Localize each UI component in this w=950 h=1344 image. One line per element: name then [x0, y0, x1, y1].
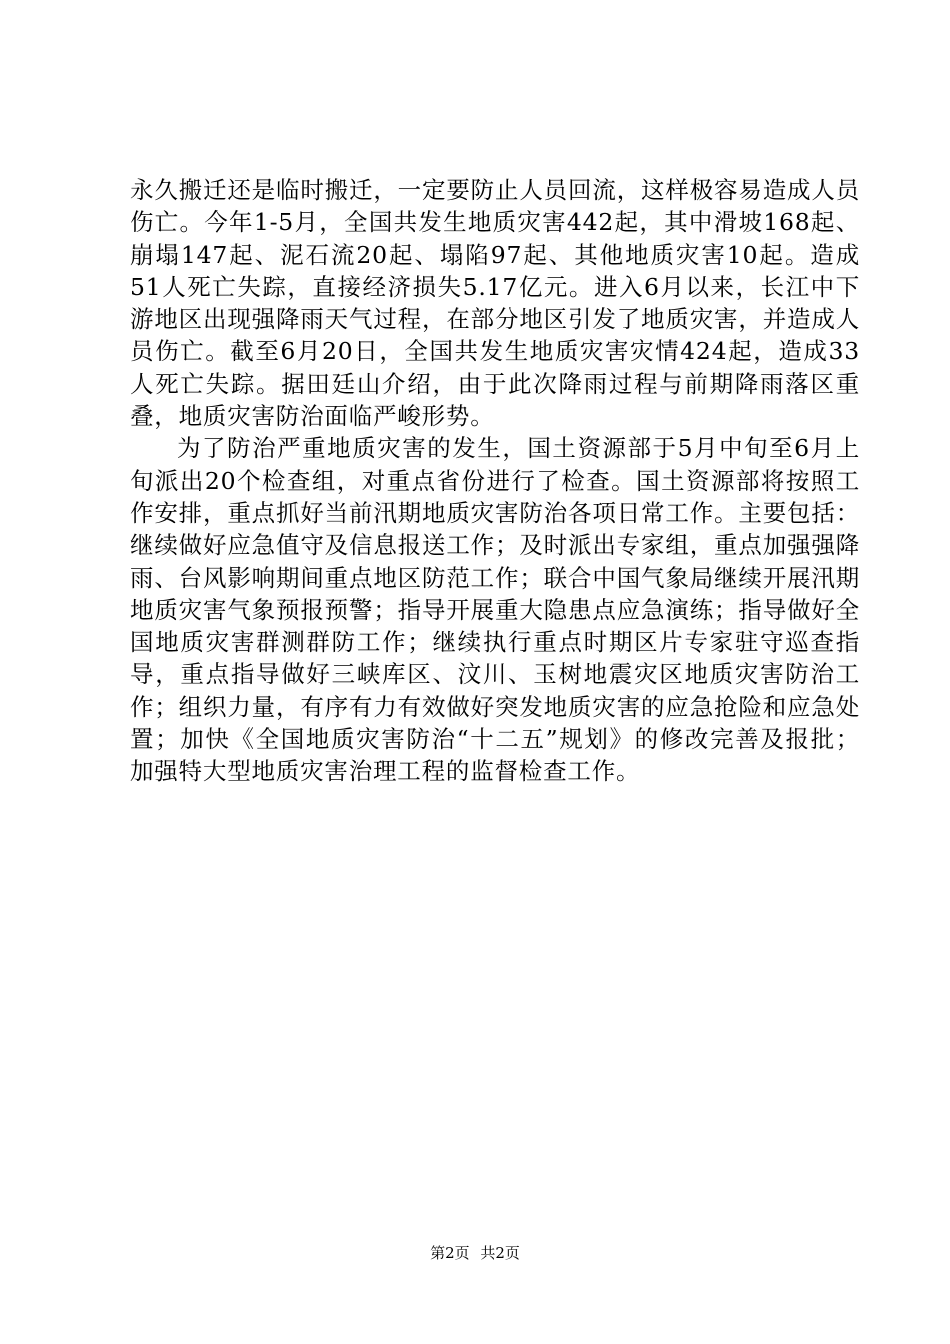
- page-number: 第2页: [430, 1244, 470, 1262]
- page-footer: [0, 1243, 950, 1263]
- document-body: [130, 174, 860, 788]
- paragraph-1: 永久搬迁还是临时搬迁，一定要防止人员回流，这样极容易造成人员伤亡。今年1-5月，全国共发生地质灾害442起，其中滑坡168起、崩塌147起、泥石流20起、塌陷97起、其他地质灾害10起。造成51人死亡失踪，直接经济损失5.17亿元。进入6月以来，长江中下游地区出现强降雨天气过程，在部分地区引发了地质灾害，并造成人员伤亡。截至6月20日，全国共发生地质灾害灾情424起，造成33人死亡失踪。据田廷山介绍，由于此次降雨过程与前期降雨落区重叠，地质灾害防治面临严峻形势。: [130, 176, 860, 431]
- page-total: 共2页: [480, 1244, 520, 1262]
- paragraph-2: 为了防治严重地质灾害的发生，国土资源部于5月中旬至6月上旬派出20个检查组，对重点省份进行了检查。国土资源部将按照工作安排，重点抓好当前汛期地质灾害防治各项日常工作。主要包括：继续做好应急值守及信息报送工作；及时派出专家组，重点加强强降雨、台风影响期间重点地区防范工作；联合中国气象局继续开展汛期地质灾害气象预报预警；指导开展重大隐患点应急演练；指导做好全国地质灾害群测群防工作；继续执行重点时期区片专家驻守巡查指导，重点指导做好三峡库区、汶川、玉树地震灾区地质灾害防治工作；组织力量，有序有力有效做好突发地质灾害的应急抢险和应急处置；加快《全国地质灾害防治“十二五”规划》的修改完善及报批；加强特大型地质灾害治理工程的监督检查工作。: [130, 434, 860, 786]
